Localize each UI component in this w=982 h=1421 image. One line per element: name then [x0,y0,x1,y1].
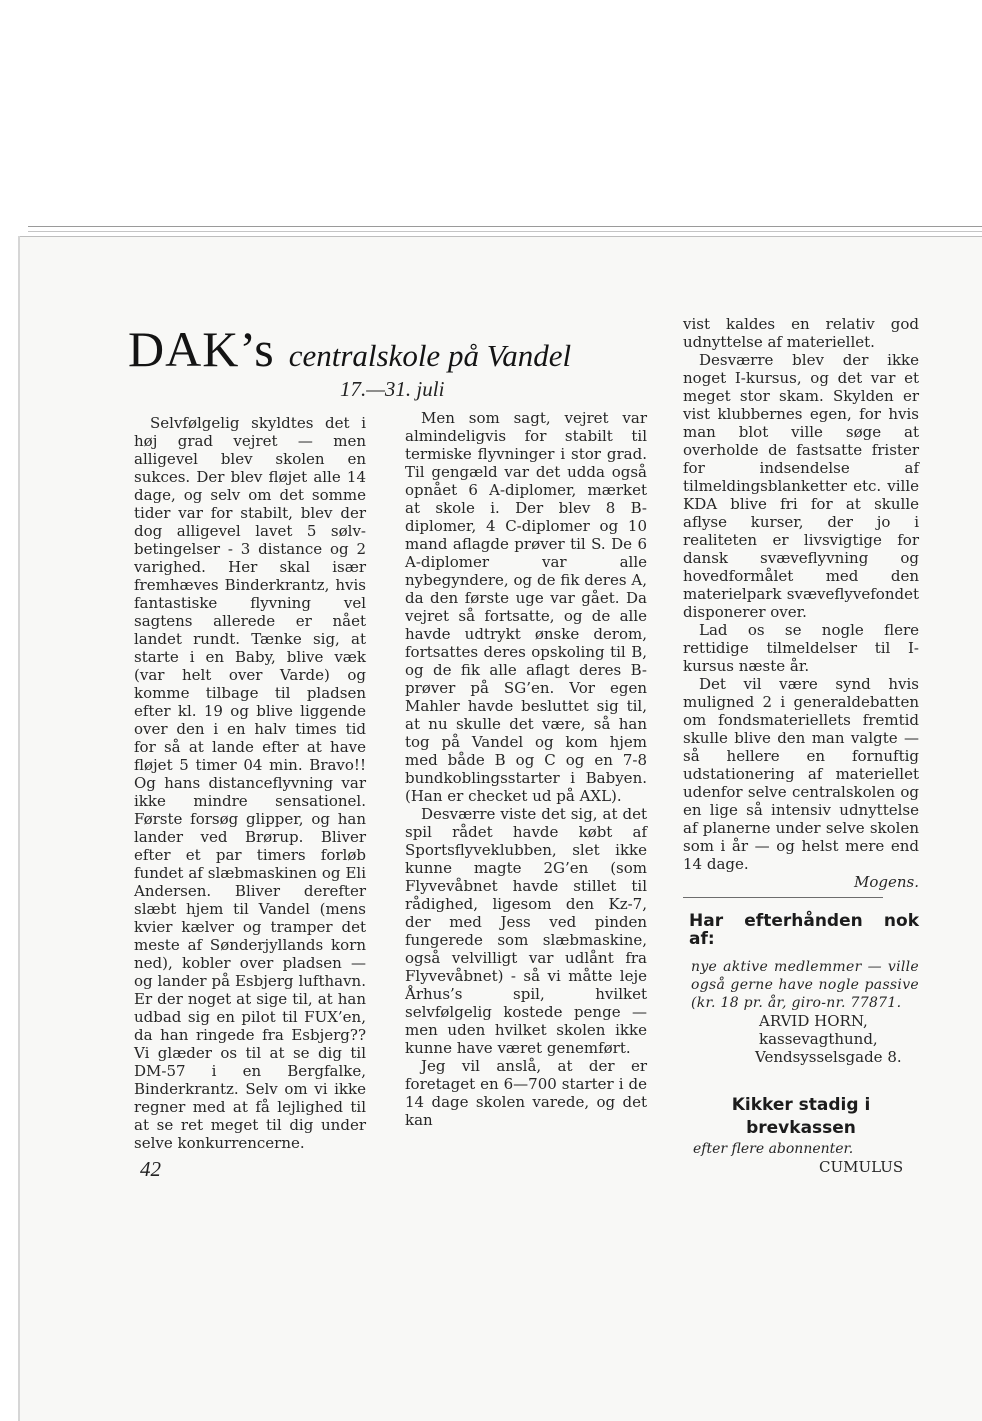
paragraph: Lad os se nogle flere rettidige tilmeldelser til I-kursus næste år. [683,621,919,675]
article-signature: Mogens. [854,873,919,891]
column-3 [683,315,919,1176]
kikker-heading [683,1094,919,1140]
divider [683,897,883,898]
paragraph: Men som sagt, vejret var almindeligvis for stabilt til termiske flyvninger i stor grad. Til gengæld var det udda også opnået 6 A-diplomer, mærket at skole i. Der blev 8 B-diplomer, 4 C-diplomer og 10 mand aflagde prøver til S. De 6 A-diplomer var alle nybegyndere, og de fik deres A, da den første uge var gået. Da vejret så fortsatte, og de alle havde udtrykt ønske derom, fortsattes deres opskoling til B, og de fik alle aflagt deres B-prøver på SG’en. Vor egen Mahler havde besluttet sig til, at nu skulle det være, så han tog på Vandel og kom hjem med både B og C og en 7-8 bundkoblingsstarter i Babyen. (Han er checket ud på AXL). [405,409,647,805]
page-edge-line [28,226,982,227]
notice-body: nye aktive medlemmer — ville også gerne have nogle passive (kr. 18 pr. år, giro-nr. 77871. [691,959,919,1011]
title-main: DAK’s [128,321,275,377]
article-dates: 17.—31. juli [340,377,445,401]
kikker-signature: CUMULUS [819,1158,904,1176]
notice-heading: Har efterhånden nok af: [689,911,919,949]
kikker-line-1: Kikker stadig i [731,1095,871,1115]
notice-address-1: kassevagthund, [759,1030,878,1048]
title-rest: centralskole på Vandel [288,338,572,373]
paragraph: Jeg vil anslå, at der er foretaget en 6—700 starter i de 14 dage skolen varede, og det kan [405,1057,647,1129]
kikker-line-2: brevkassen [746,1118,856,1138]
notice-name: ARVID HORN, [759,1012,868,1030]
column-2 [405,409,647,1129]
paragraph: Selvfølgelig skyldtes det i høj grad vejret — men alligevel blev skolen en sukces. Der blev fløjet alle 14 dage, og selv om det somme tider var for stabilt, blev der dog alligevel lavet 5 sølv-betingelser - 3 distance og 2 varighed. Her skal især fremhæves Binderkrantz, hvis fantastiske flyvning vel sagtens allerede er nået landet rundt. Tænke sig, at starte i en Baby, blive væk (var helt over Varde) og komme tilbage til pladsen efter kl. 19 og blive liggende over den i en halv times tid for så at lande efter at have fløjet 5 timer 04 min. Bravo!! Og hans distanceflyvning var ikke mindre sensationel. Første forsøg glipper, og han lander ved Brørup. Bliver efter et par timers forløb fundet af slæbmaskinen og Eli Andersen. Bliver derefter slæbt hjem til Vandel (mens kvier kælver og tramper det meste af Sønderjyllands korn ned), kobler over pladsen — og lander på Esbjerg lufthavn. Er der noget at sige til, at han udbad sig en pilot til FUX’en, da han ringede fra Esbjerg?? Vi glæder os til at se dig til DM-57 i en Bergfalke, Binderkrantz. Selv om vi ikke regner med at få lejlighed til at se ret meget til dig under selve konkurrencerne. [134,414,366,1152]
article-title [128,320,571,378]
paragraph: Det vil være synd hvis muligned 2 i generaldebatten om fondsmateriellets fremtid skulle blive den man valgte — så hellere en fornuftig udstationering af materiellet udenfor selve centralskolen og en lige så intensiv udnyttelse af planerne under selve skolen som i år — og helst mere end 14 dage. [683,675,919,873]
paragraph: Desværre viste det sig, at det spil rådet havde købt af Sportsflyveklubben, slet ikke kunne magte 2G’en (som Flyvevåbnet havde stillet til rådighed, ligesom den Kz-7, der med Jess ved pinden fungerede som slæbmaskine, også velvilligt var udlånt fra Flyvevåbnet) - så vi måtte leje Århus’s spil, hvilket selvfølgelig kostede penge — men uden hvilket skolen ikke kunne have været genemført. [405,805,647,1057]
column-1 [134,414,366,1152]
paragraph: Desværre blev der ikke noget I-kursus, og det var et meget stor skam. Skylden er vist klubbernes egen, for hvis man blot ville søge at overholde de fastsatte frister for indsendelse af tilmeldingsblanketter etc. ville KDA blive fri for at skulle aflyse kurser, der jo i realiteten er livsvigtige for dansk svæveflyvning og hovedformålet med den materielpark svæveflyvefondet disponerer over. [683,351,919,621]
notice-address-2: Vendsysselsgade 8. [755,1048,902,1066]
page-edge-line [28,231,982,232]
kikker-sub: efter flere abonnenter. [693,1141,854,1157]
paragraph: vist kaldes en relativ god udnyttelse af materiellet. [683,315,919,351]
page-number: 42 [140,1157,161,1181]
